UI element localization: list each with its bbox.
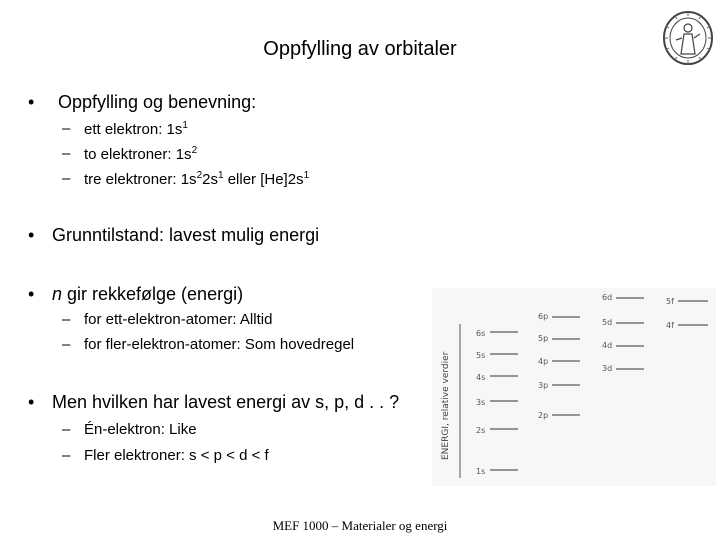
- bullet-2-text: Grunntilstand: lavest mulig energi: [52, 225, 320, 245]
- bullet-dot: •: [28, 92, 35, 112]
- level-label: 5p: [538, 334, 549, 343]
- bullet-3-text: gir rekkefølge (energi): [62, 284, 244, 304]
- level-label: 3p: [538, 381, 549, 390]
- superscript: 2: [191, 145, 198, 156]
- bullet-dot: •: [28, 392, 35, 412]
- bullet-dot: •: [28, 284, 35, 304]
- sub-text: 2s: [202, 171, 218, 188]
- slide-title: Oppfylling av orbitaler: [263, 38, 457, 60]
- axis-label: ENERGI, relative verdier: [441, 351, 451, 460]
- sub-text: to elektroner: 1s: [84, 146, 192, 163]
- sub-text: ett elektron: 1s: [84, 121, 183, 138]
- level-label: 5s: [476, 351, 486, 360]
- level-label: 5d: [602, 318, 613, 327]
- level-label: 6d: [602, 293, 613, 302]
- level-label: 2s: [476, 426, 486, 435]
- superscript: 1: [217, 170, 224, 181]
- bullet-3-italic: n: [52, 284, 63, 304]
- level-label: 4d: [602, 341, 613, 350]
- orbital-energy-diagram: [432, 288, 716, 486]
- level-label: 1s: [476, 467, 486, 476]
- sub-text: eller [He]2s: [223, 171, 304, 188]
- bullet-1-text: Oppfylling og benevning:: [58, 92, 257, 112]
- superscript: 1: [303, 170, 310, 181]
- footer-text: MEF 1000 – Materialer og energi: [272, 518, 448, 533]
- sub-text: Én-elektron: Like: [84, 421, 197, 438]
- superscript: 2: [196, 170, 203, 181]
- level-label: 4p: [538, 357, 549, 366]
- bullet-4-text: Men hvilken har lavest energi av s, p, d . . ?: [52, 392, 400, 412]
- superscript: 1: [182, 120, 188, 131]
- sub-text: tre elektroner: 1s: [84, 171, 197, 188]
- level-label: 3d: [602, 364, 613, 373]
- bullet-dot: •: [28, 225, 35, 245]
- level-label: 2p: [538, 411, 549, 420]
- level-label: 3s: [476, 398, 486, 407]
- sub-text: Fler elektroner: s < p < d < f: [84, 447, 269, 464]
- level-label: 4s: [476, 373, 486, 382]
- sub-text: for ett-elektron-atomer: Alltid: [84, 311, 273, 328]
- level-label: 4f: [666, 321, 674, 330]
- level-label: 6p: [538, 312, 549, 321]
- sub-text: for fler-elektron-atomer: Som hovedregel: [84, 336, 355, 353]
- level-label: 6s: [476, 329, 486, 338]
- level-label: 5f: [666, 297, 674, 306]
